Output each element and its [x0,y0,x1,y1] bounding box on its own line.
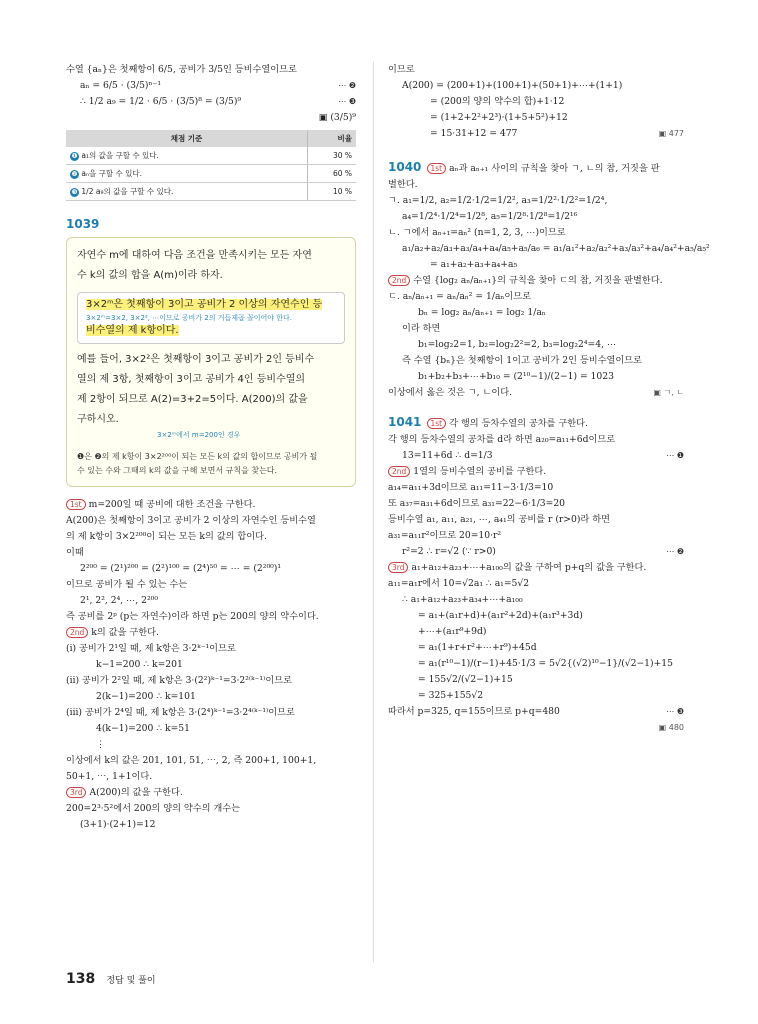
line-text: 수열 {log₂ aₙ/aₙ₊₁}의 규칙을 찾아 ㄷ의 참, 거짓을 판별한다. [413,275,663,286]
line-text: 또 a₃₇=a₃₁+6d이므로 a₃₁=22−6·1/3=20 [388,498,566,509]
line-text: 2²⁰⁰ = (2¹)²⁰⁰ = (2²)¹⁰⁰ = (2⁴)⁵⁰ = ⋯ = (2²⁰⁰)¹ [80,563,282,574]
problem-number: 1040 [388,160,422,174]
line-text: = a₁+a₂+a₃+a₄+a₅ [430,259,518,270]
line-text: (ⅲ) 공비가 2⁴일 때, 제 k항은 3·(2⁴)ᵏ⁻¹=3·2⁴⁽ᵏ⁻¹⁾이므로 [66,707,295,718]
problem-text: 구하시오. [77,414,119,425]
line-text: b₁=log₂2=1, b₂=log₂2²=2, b₃=log₂2⁴=4, ⋯ [418,339,617,350]
scoring-table [66,130,356,201]
problem-box [66,237,356,487]
solution-line [66,705,356,721]
line-text: b₁+b₂+b₃+⋯+b₁₀ = (2¹⁰−1)/(2−1) = 1023 [418,371,614,382]
solution-line [66,785,356,801]
line-text: a₁+a₁₂+a₂₃+⋯+a₁₀₀의 값을 구하여 p+q의 값을 구한다. [411,562,647,573]
line-text: 각 행의 등차수열의 공차를 구한다. [449,418,588,429]
table-row: ❶ a₁의 값을 구할 수 있다. 30 % [66,147,356,165]
solution-line [388,656,684,672]
solution-line [427,163,660,174]
step-reference: ⋯ ❷ [666,547,684,556]
solution-line [66,641,356,657]
solution-line [388,78,684,94]
line-text: 이상에서 k의 값은 201, 101, 51, ⋯, 2, 즉 200+1, 100+1, [66,755,317,766]
solution-line [388,592,684,608]
answer: ▣ (3/5)⁹ [318,112,356,123]
solution-line [388,353,684,369]
line-text: 이므로 공비가 될 수 있는 수는 [66,579,188,590]
solution [66,497,356,833]
solution-line [388,385,684,401]
solution-line [388,480,684,496]
line-text: 2¹, 2², 2⁴, ⋯, 2²⁰⁰ [80,595,159,606]
line-text: 2(k−1)=200 ∴ k=101 [96,691,196,702]
line-text: = 155√2/(√2−1)+15 [418,674,513,685]
problem-text: 예를 들어, 3×2²은 첫째항이 3이고 공비가 2인 등비수 [77,354,315,365]
solution-line [66,529,356,545]
solution-line [388,289,684,305]
solution-line [66,801,356,817]
solution-line [388,94,684,110]
step-marker: ❶ [71,151,78,160]
line-text: 이상에서 옳은 것은 ㄱ, ㄴ이다. [388,387,513,398]
line-text: a₃₁=a₁₁r²이므로 20=10·r² [388,530,502,541]
solution-line [388,225,684,241]
condition-text: 비수열의 제 k항이다. [86,325,179,336]
step-marker: ❸ [71,187,78,196]
solution-continued [388,62,684,142]
line-text: = 15·31+12 = 477 [430,128,518,139]
solution-line [388,273,684,289]
step-reference: ⋯ ❸ [666,707,684,716]
step-tag: 1st [66,499,86,510]
line-text: aₙ과 aₙ₊₁ 사이의 규칙을 찾아 ㄱ, ㄴ의 참, 거짓을 판 [449,163,660,174]
solution-line [388,193,684,209]
problem-1041 [388,411,684,732]
solution-line [388,241,710,257]
solution-line [66,769,356,785]
answer: ▣ ㄱ, ㄴ [653,388,684,397]
solution-line [66,513,356,529]
equation: ∴ 1/2 a₉ = 1/2 · 6/5 · (3/5)⁸ = (3/5)⁹ ⋯ ❸ [80,96,356,107]
equation: aₙ = 6/5 · (3/5)ⁿ⁻¹ ⋯ ❷ [80,80,356,91]
solution-line [66,497,356,513]
column-divider [373,62,374,962]
page-number: 138 [66,971,96,987]
solution-line [388,369,684,385]
solution-line [388,126,684,142]
line-text: 별한다. [388,179,418,190]
line-text: bₙ = log₂ aₙ/aₙ₊₁ = log₂ 1/aₙ [418,307,546,318]
line-text: a₁₄=a₁₁+3d이므로 a₁₁=11−3·1/3=10 [388,482,554,493]
line-text: = a₁(1+r+r²+⋯+r⁹)+45d [418,642,537,653]
solution-line [388,62,684,78]
footer-label: 정답 및 풀이 [106,976,156,986]
solution-line [388,464,684,480]
step-marker: ❷ [71,169,78,178]
solution-line [66,609,356,625]
line-text: 200=2³·5²에서 200의 양의 약수의 개수는 [66,803,241,814]
line-text: 의 제 k항이 3×2²⁰⁰이 되는 모든 k의 값의 합이다. [66,531,267,542]
line-text: 이므로 [388,64,415,75]
line-text: 등비수열 a₁, a₁₁, a₂₁, ⋯, a₄₁의 공비를 r (r>0)라 하면 [388,514,610,525]
solution-line [388,608,684,624]
solution-line [66,753,356,769]
solution-line [388,528,684,544]
intro-text: 수열 {aₙ}은 첫째항이 6/5, 공비가 3/5인 등비수열이므로 [66,64,297,75]
solution-line [388,672,684,688]
line-text: +⋯+(a₁r⁹+9d) [418,626,487,637]
problem-text: 수 k의 값의 합을 A(m)이라 하자. [77,270,223,281]
condition-box [77,292,345,344]
solution-line [388,512,684,528]
line-text: (ⅱ) 공비가 2²일 때, 제 k항은 3·(2²)ᵏ⁻¹=3·2²⁽ᵏ⁻¹⁾이므로 [66,675,292,686]
solution-line [388,209,684,225]
line-text: = 325+155√2 [418,690,484,701]
solution-line [388,640,684,656]
line-text: 따라서 p=325, q=155이므로 p+q=480 [388,706,560,717]
line-text: 이라 하면 [402,323,441,334]
line-text: a₁/a₂+a₂/a₃+a₃/a₄+a₄/a₅+a₅/a₆ = a₁/a₁²+a₂/a₂²+a₃/a₃²+a₄/a₄²+a₅/a₅² [402,243,710,254]
solution-line [66,593,356,609]
solution-line [388,337,684,353]
problem-text: 열의 제 3항, 첫째항이 3이고 공비가 4인 등비수열의 [77,374,306,385]
problem-number: 1039 [66,217,100,231]
solution-line [66,577,356,593]
step-reference: ⋯ ❶ [666,451,684,460]
line-text: r²=2 ∴ r=√2 (∵ r>0) [402,546,496,557]
condition-note: 3×2ᵐ=3×2, 3×2², ⋯이므로 공비가 2의 거듭제곱 꼴이어야 한다. [86,314,293,322]
solution-line [388,321,684,337]
problem-text: 제 2항이 되므로 A(2)=3+2=5이다. A(200)의 값을 [77,394,308,405]
solution-line [66,721,356,737]
line-text: A(200)은 첫째항이 3이고 공비가 2 이상의 자연수인 등비수열 [66,515,316,526]
solution-line [66,657,356,673]
solution-line [388,110,684,126]
line-text: 13=11+6d ∴ d=1/3 [402,450,493,461]
table-row: ❷ aₙ을 구할 수 있다. 60 % [66,165,356,183]
line-text: ㄱ. a₁=1/2, a₂=1/2·1/2=1/2², a₃=1/2²·1/2²=1/2⁴, [388,195,608,206]
table-header: 비율 [308,130,357,147]
solution-line [66,689,356,705]
line-text: ∴ a₁+a₁₂+a₂₃+a₃₄+⋯+a₁₀₀ [402,594,523,605]
line-text: 즉 공비를 2ᵖ (p는 자연수)이라 하면 p는 200의 양의 약수이다. [66,611,319,622]
solution-line [388,704,684,720]
line-text: a₄=1/2⁴·1/2⁴=1/2⁸, a₅=1/2⁸·1/2⁸=1/2¹⁶ [402,211,578,222]
step-tag: 1st [427,418,447,429]
solution-line [66,817,356,833]
solution-line [388,544,684,560]
solution-line [388,576,684,592]
right-column [388,62,710,736]
line-text: A(200)의 값을 구한다. [89,787,183,798]
line-text: = a₁(r¹⁰−1)/(r−1)+45·1/3 = 5√2{(√2)¹⁰−1}/(√2−1)+15 [418,658,673,669]
solution-line [388,432,684,448]
solution-line [388,496,684,512]
answer: ▣ 480 [658,723,684,732]
solution-line [388,177,684,193]
line-text: ㄴ. ㄱ에서 aₙ₊₁=aₙ² (n=1, 2, 3, ⋯)이므로 [388,227,566,238]
problem-1040 [388,156,710,401]
left-column [66,62,356,833]
step-tag: 3rd [66,787,86,798]
line-text: ㄷ. aₙ/aₙ₊₁ = aₙ/aₙ² = 1/aₙ이므로 [388,291,532,302]
step-tag: 2nd [66,627,88,638]
line-text: 4(k−1)=200 ∴ k=51 [96,723,191,734]
line-text: 이때 [66,547,84,558]
step-tag: 1st [427,163,447,174]
answer: ▣ 477 [658,129,684,138]
solution-line [66,737,356,753]
solution-line [388,560,684,576]
line-text: 1열의 등비수열의 공비를 구한다. [413,466,547,477]
solution-line [66,545,356,561]
line-text: = a₁+(a₁r+d)+(a₁r²+2d)+(a₁r³+3d) [418,610,583,621]
line-text: 즉 수열 {bₙ}은 첫째항이 1이고 공비가 2인 등비수열이므로 [402,355,643,366]
line-text: ⋮ [96,739,106,750]
problem-text: 자연수 m에 대하여 다음 조건을 만족시키는 모든 자연 [77,250,312,261]
problem-number: 1041 [388,415,422,429]
line-text: 각 행의 등차수열의 공차를 d라 하면 a₂₀=a₁₁+6d이므로 [388,434,616,445]
line-text: k−1=200 ∴ k=201 [96,659,183,670]
line-text: = (200의 양의 약수의 합)+1·12 [430,96,565,107]
line-text: a₁₁=a₁r에서 10=√2a₁ ∴ a₁=5√2 [388,578,530,589]
step-tag: 2nd [388,466,410,477]
table-header: 채점 기준 [66,130,308,147]
line-text: A(200) = (200+1)+(100+1)+(50+1)+⋯+(1+1) [402,80,623,91]
step-tag: 2nd [388,275,410,286]
line-text: = (1+2+2²+2³)·(1+5+5²)+12 [430,112,568,123]
line-text: 50+1, ⋯, 1+1이다. [66,771,153,782]
step-tag: 3rd [388,562,408,573]
solution-line [388,257,684,273]
solution-line [388,448,684,464]
page-footer [66,968,156,987]
hint-text: ❶은 ❷의 제 k항이 3×2²⁰⁰이 되는 모든 k의 값의 합이므로 공비가 될 수 있는 수와 그때의 k의 값을 구해 보면서 규칙을 찾는다. [77,452,318,475]
solution-line [388,624,684,640]
solution-line [427,418,588,429]
solution-line [66,625,356,641]
line-text: m=200일 때 공비에 대한 조건을 구한다. [88,499,256,510]
solution-line [388,305,684,321]
condition-text: 3×2ᵐ은 첫째항이 3이고 공비가 2 이상의 자연수인 등 [86,299,323,310]
solution-line [66,673,356,689]
solution-line [66,561,356,577]
solution-line [388,688,684,704]
line-text: (3+1)·(2+1)=12 [80,819,156,830]
line-text: k의 값을 구한다. [91,627,159,638]
annotation-note: 3×2ᵐ에서 m=200인 경우 [157,431,241,439]
table-row: ❸ 1/2 a₉의 값을 구할 수 있다. 10 % [66,183,356,201]
line-text: (ⅰ) 공비가 2¹일 때, 제 k항은 3·2ᵏ⁻¹이므로 [66,643,236,654]
